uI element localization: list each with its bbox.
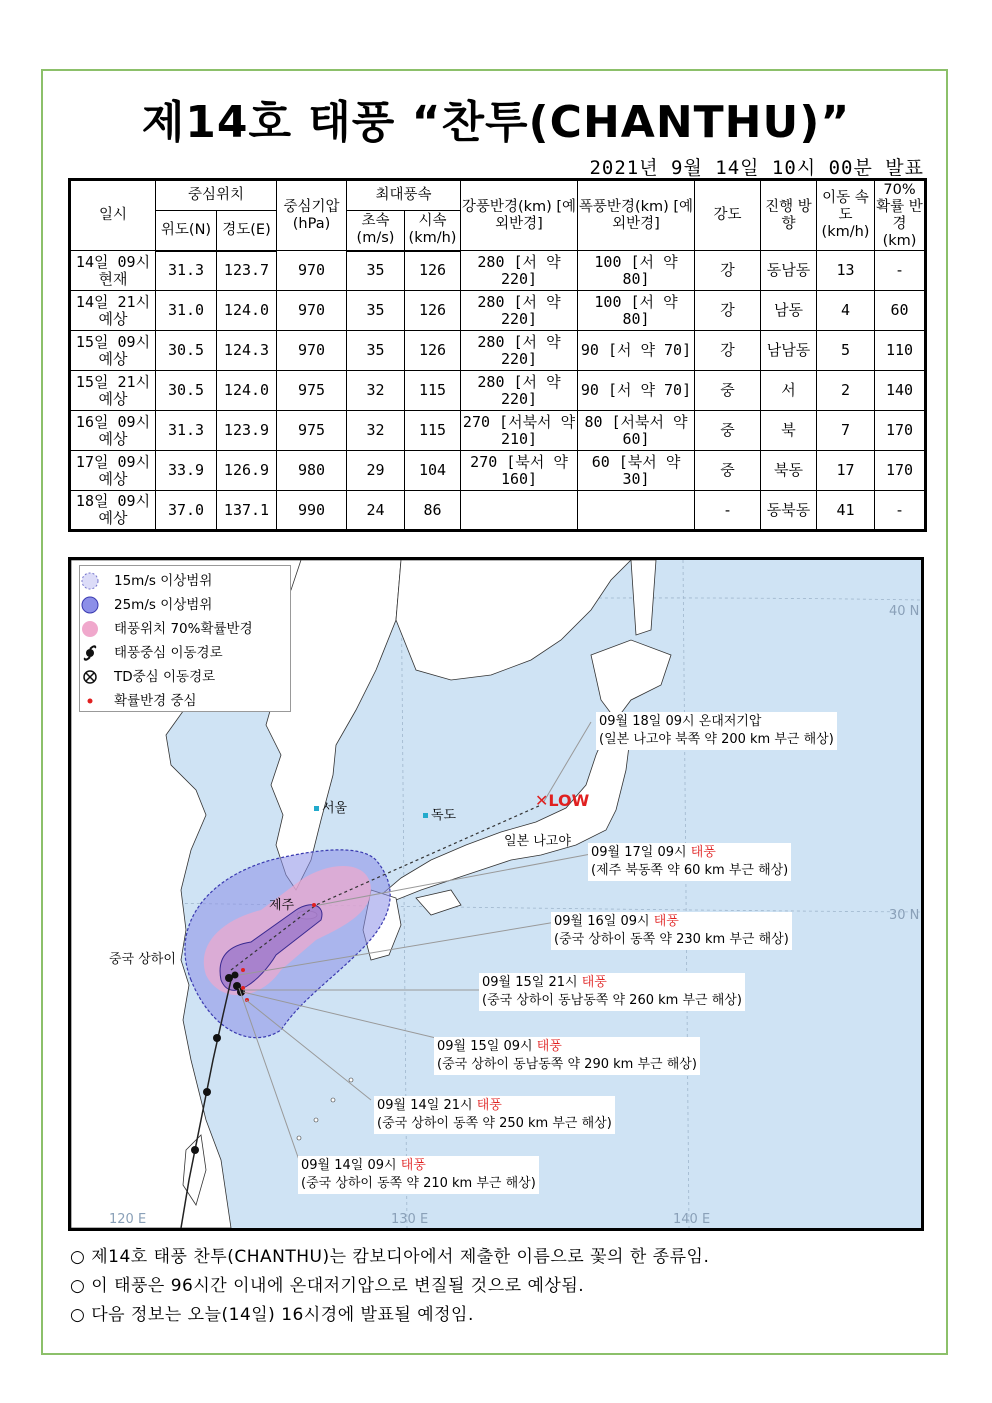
cell-lat: 31.3 [156,411,217,451]
cell-speed: 13 [817,251,875,291]
header-storm-radius: 폭풍반경(km) [예외반경] [578,180,695,251]
cell-gale [461,491,578,531]
annotation-14d09h: 09월 14일 09시 태풍 (중국 상하이 동쪽 약 210 km 부근 해상) [298,1156,539,1194]
cell-wind-kmh: 86 [405,491,461,531]
header-lon: 경도(E) [217,211,277,251]
cell-probability: 60 [875,291,926,331]
dark-circle-icon [80,595,100,615]
cell-probability: - [875,491,926,531]
cell-gale: 280 [서 약 220] [461,291,578,331]
header-wind-kmh: 시속 (km/h) [405,211,461,251]
annotation-15d21h: 09월 15일 21시 태풍 (중국 상하이 동남동쪽 약 260 km 부근 해상) [479,973,745,1011]
cell-speed: 5 [817,331,875,371]
light-circle-icon [80,571,100,591]
red-dot-icon [80,691,100,711]
cell-wind-ms: 29 [347,451,405,491]
cell-wind-ms: 32 [347,371,405,411]
cell-probability: 170 [875,451,926,491]
cell-time: 16일 09시 예상 [70,411,156,451]
cell-wind-ms: 35 [347,291,405,331]
cell-pressure: 975 [277,371,347,411]
cell-lat: 33.9 [156,451,217,491]
table-row [70,411,926,451]
cell-wind-kmh: 126 [405,251,461,291]
cell-probability: 140 [875,371,926,411]
city-seoul: 서울 [314,797,347,816]
city-jeju: 제주 [269,898,295,913]
cell-probability: 170 [875,411,926,451]
typhoon-forecast-table [68,178,927,532]
cell-storm [578,491,695,531]
cell-lon: 123.7 [217,251,277,291]
cell-storm: 60 [북서 약 30] [578,451,695,491]
td-cross-icon [80,667,100,687]
cell-gale: 270 [서북서 약 210] [461,411,578,451]
cell-storm: 100 [서 약 80] [578,251,695,291]
cell-gale: 270 [북서 약 160] [461,451,578,491]
pink-circle-icon [80,619,100,639]
header-max-wind: 최대풍속 [347,180,461,211]
cell-storm: 80 [서북서 약 60] [578,411,695,451]
cell-pressure: 970 [277,251,347,291]
issued-time: 2021년 9월 14일 10시 00분 발표 [589,157,924,179]
low-marker: ✕LOW [535,791,590,810]
cell-lat: 30.5 [156,331,217,371]
header-pressure: 중심기압 (hPa) [277,180,347,251]
map-legend [79,565,291,712]
legend-item: 15m/s 이상범위 [114,573,213,589]
cell-pressure: 990 [277,491,347,531]
cell-wind-kmh: 115 [405,371,461,411]
cell-intensity: 중 [695,371,761,411]
cell-speed: 41 [817,491,875,531]
cell-time: 15일 09시 예상 [70,331,156,371]
cell-wind-kmh: 115 [405,411,461,451]
cell-speed: 4 [817,291,875,331]
cell-lon: 124.0 [217,291,277,331]
cell-direction: 북 [761,411,817,451]
cell-wind-ms: 32 [347,411,405,451]
cell-pressure: 970 [277,331,347,371]
header-gale-radius: 강풍반경(km) [예외반경] [461,180,578,251]
cell-pressure: 970 [277,291,347,331]
cell-lon: 126.9 [217,451,277,491]
note-item: ○ 이 태풍은 96시간 이내에 온대저기압으로 변질될 것으로 예상됨. [70,1276,585,1296]
cell-gale: 280 [서 약 220] [461,371,578,411]
cell-speed: 7 [817,411,875,451]
cell-speed: 2 [817,371,875,411]
cell-lon: 124.0 [217,371,277,411]
cell-direction: 남남동 [761,331,817,371]
cell-wind-ms: 24 [347,491,405,531]
grid-label-140e: 140 E [673,1212,711,1227]
cell-gale: 280 [서 약 220] [461,331,578,371]
grid-label-120e: 120 E [109,1212,147,1227]
cell-probability: 110 [875,331,926,371]
annotation-17d09h: 09월 17일 09시 태풍 (제주 북동쪽 약 60 km 부근 해상) [588,843,791,881]
page-title: 제14호 태풍 “찬투(CHANTHU)” [141,97,851,148]
legend-item: 태풍중심 이동경로 [114,645,223,661]
table-row [70,291,926,331]
cell-lat: 30.5 [156,371,217,411]
grid-label-40n: 40 N [889,604,920,619]
cell-intensity: 강 [695,291,761,331]
header-center: 중심위치 [156,180,277,211]
cell-storm: 90 [서 약 70] [578,371,695,411]
note-item: ○ 제14호 태풍 찬투(CHANTHU)는 캄보디아에서 제출한 이름으로 꽃의 한 종류임. [70,1247,710,1267]
annotation-16d09h: 09월 16일 09시 태풍 (중국 상하이 동쪽 약 230 km 부근 해상) [551,912,792,950]
grid-label-30n: 30 N [889,908,920,923]
cell-wind-kmh: 126 [405,291,461,331]
cell-intensity: 중 [695,451,761,491]
table-row [70,451,926,491]
header-lat: 위도(N) [156,211,217,251]
cell-intensity: 강 [695,251,761,291]
cell-probability: - [875,251,926,291]
header-time: 일시 [70,180,156,251]
low-cross-icon: ✕ [535,791,549,810]
header-probability: 70% 확률 반경 (km) [875,180,926,251]
annotation-15d09h: 09월 15일 09시 태풍 (중국 상하이 동남동쪽 약 290 km 부근 해상) [434,1037,700,1075]
legend-item: 25m/s 이상범위 [114,597,213,613]
cell-wind-kmh: 126 [405,331,461,371]
legend-item: TD중심 이동경로 [114,669,216,685]
cell-storm: 100 [서 약 80] [578,291,695,331]
cell-direction: 동남동 [761,251,817,291]
cell-wind-ms: 35 [347,251,405,291]
annotation-14d21h: 09월 14일 21시 태풍 (중국 상하이 동쪽 약 250 km 부근 해상) [374,1096,615,1134]
cell-wind-kmh: 104 [405,451,461,491]
cell-pressure: 980 [277,451,347,491]
city-shanghai: 중국 상하이 [109,952,176,967]
cell-time: 17일 09시 예상 [70,451,156,491]
cell-intensity: - [695,491,761,531]
table-row [70,491,926,531]
note-item: ○ 다음 정보는 오늘(14일) 16시경에 발표될 예정임. [70,1305,474,1325]
cell-time: 15일 21시 예상 [70,371,156,411]
legend-item: 확률반경 중심 [114,693,197,709]
legend-item: 태풍위치 70%확률반경 [114,621,253,637]
cell-time: 18일 09시 예상 [70,491,156,531]
cell-time: 14일 21시 예상 [70,291,156,331]
cell-lon: 123.9 [217,411,277,451]
land-hokkaido [591,640,671,720]
cell-lat: 31.3 [156,251,217,291]
header-intensity: 강도 [695,180,761,251]
table-row [70,331,926,371]
cell-intensity: 중 [695,411,761,451]
cell-intensity: 강 [695,331,761,371]
header-direction: 진행 방향 [761,180,817,251]
grid-label-130e: 130 E [391,1212,429,1227]
cell-lat: 31.0 [156,291,217,331]
header-wind-ms: 초속 (m/s) [347,211,405,251]
cell-direction: 동북동 [761,491,817,531]
typhoon-track-map [68,557,924,1231]
cell-direction: 서 [761,371,817,411]
cell-time: 14일 09시 현재 [70,251,156,291]
header-speed: 이동 속도 (km/h) [817,180,875,251]
cell-direction: 북동 [761,451,817,491]
cell-gale: 280 [서 약 220] [461,251,578,291]
notes [70,1243,709,1330]
cell-speed: 17 [817,451,875,491]
cell-lon: 137.1 [217,491,277,531]
cell-wind-ms: 35 [347,331,405,371]
typhoon-symbol-icon [80,643,100,663]
table-row [70,371,926,411]
cell-direction: 남동 [761,291,817,331]
annotation-18d09h: 09월 18일 09시 온대저기압 (일본 나고야 북쪽 약 200 km 부근 해상) [596,712,837,750]
cell-lon: 124.3 [217,331,277,371]
cell-storm: 90 [서 약 70] [578,331,695,371]
cell-pressure: 975 [277,411,347,451]
city-nagoya: 일본 나고야 [504,834,571,849]
table-row [70,251,926,291]
cell-lat: 37.0 [156,491,217,531]
city-dokdo: 독도 [423,804,456,823]
